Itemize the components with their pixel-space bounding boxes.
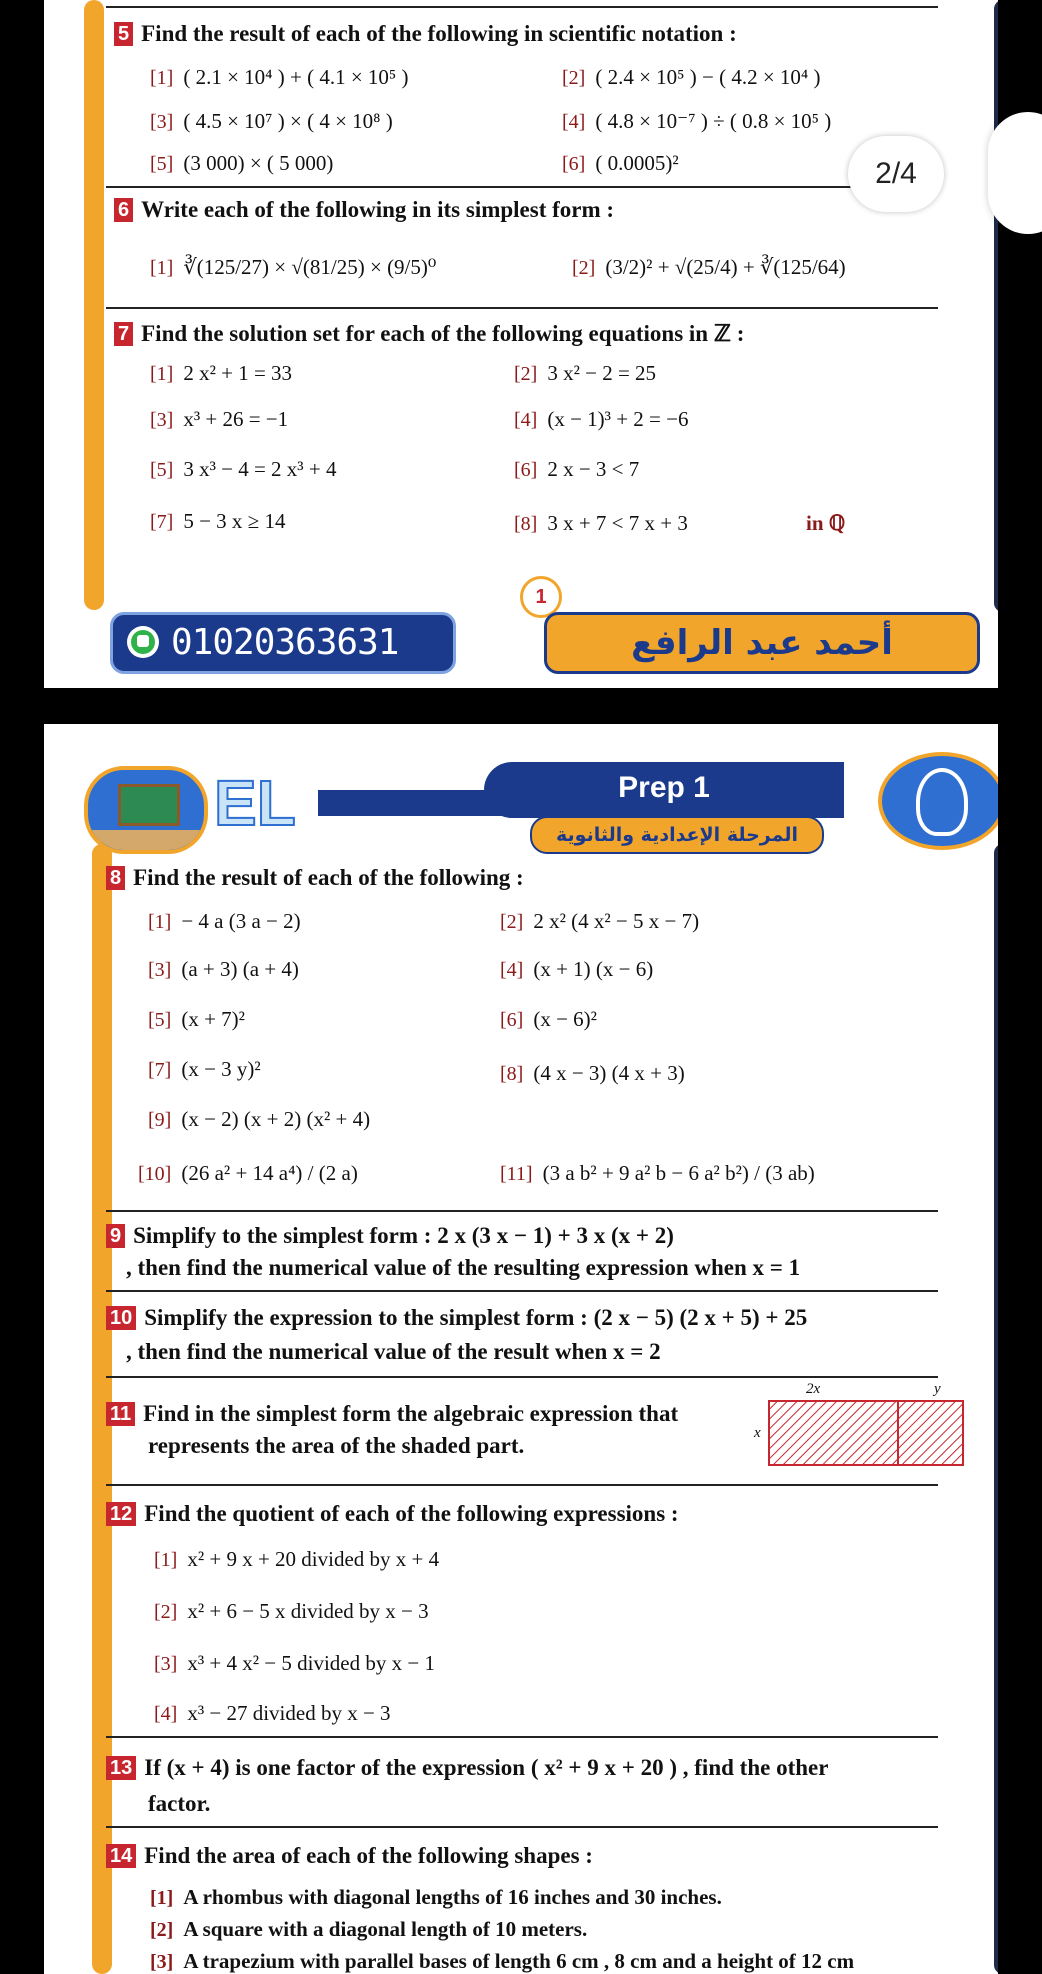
q5-item-1: [1] ( 2.1 × 10⁴ ) + ( 4.1 × 10⁵ ) bbox=[150, 65, 409, 89]
divider bbox=[106, 1290, 938, 1292]
q12-item-3: [3] x³ + 4 x² − 5 divided by x − 1 bbox=[154, 1651, 435, 1675]
phone-number: 01020363631 bbox=[171, 622, 399, 663]
q8-item-4: [4] (x + 1) (x − 6) bbox=[500, 957, 654, 981]
q8-item-5: [5] (x + 7)² bbox=[148, 1007, 245, 1031]
teacher-name-banner bbox=[544, 612, 980, 674]
divider bbox=[106, 1826, 938, 1828]
divider bbox=[106, 307, 938, 309]
shaded-rectangle bbox=[768, 1400, 964, 1466]
q5-item-3: [3] ( 4.5 × 10⁷ ) × ( 4 × 10⁸ ) bbox=[150, 109, 393, 133]
q8-item-6: [6] (x − 6)² bbox=[500, 1007, 597, 1031]
q5-item-2: [2] ( 2.4 × 10⁵ ) − ( 4.2 × 10⁴ ) bbox=[562, 65, 821, 89]
right-rail bbox=[994, 844, 998, 1974]
q5-item-6: [6] ( 0.0005)² bbox=[562, 151, 679, 175]
divider bbox=[106, 6, 938, 8]
q8-item-7: [7] (x − 3 y)² bbox=[148, 1057, 261, 1081]
classroom-logo bbox=[84, 766, 208, 854]
q7-domain-note: in ℚ bbox=[806, 511, 846, 535]
question-9: 9 Simplify to the simplest form : 2 x (3 x − 1) + 3 x (x + 2) bbox=[106, 1222, 674, 1250]
teacher-name: أحمد عبد الرافع bbox=[631, 623, 893, 663]
divider bbox=[106, 186, 916, 188]
calligraphy-emblem bbox=[878, 752, 998, 850]
q12-item-1: [1] x² + 9 x + 20 divided by x + 4 bbox=[154, 1547, 440, 1571]
q7-item-1: [1] 2 x² + 1 = 33 bbox=[150, 361, 293, 385]
question-10: 10 Simplify the expression to the simplest form : (2 x − 5) (2 x + 5) + 25 bbox=[106, 1304, 807, 1332]
page-number: 1 bbox=[520, 576, 562, 618]
q7-item-6: [6] 2 x − 3 < 7 bbox=[514, 457, 640, 481]
left-rail bbox=[84, 0, 104, 610]
level-banner bbox=[484, 762, 844, 818]
question-5-title: 5 Find the result of each of the following in scientific notation : bbox=[114, 20, 737, 48]
question-7-title: 7 Find the solution set for each of the following equations in ℤ : bbox=[114, 320, 744, 348]
q7-item-5: [5] 3 x³ − 4 = 2 x³ + 4 bbox=[150, 457, 337, 481]
level-title: Prep 1 bbox=[618, 771, 710, 804]
question-11: 11 Find in the simplest form the algebraic expression that bbox=[106, 1400, 678, 1428]
q7-item-4: [4] (x − 1)³ + 2 = −6 bbox=[514, 407, 689, 431]
q7-item-8: [8] 3 x + 7 < 7 x + 3 bbox=[514, 511, 688, 535]
whatsapp-icon bbox=[127, 626, 159, 658]
diagram-label-y: y bbox=[934, 1381, 941, 1397]
shaded-area-diagram bbox=[708, 1380, 968, 1480]
q14-item-2: [2] A square with a diagonal length of 10 meters. bbox=[150, 1917, 588, 1941]
worksheet-page-1 bbox=[44, 0, 998, 688]
q14-item-1: [1] A rhombus with diagonal lengths of 16 inches and 30 inches. bbox=[150, 1885, 722, 1909]
q8-item-1: [1] − 4 a (3 a − 2) bbox=[148, 909, 301, 933]
question-12-title: 12 Find the quotient of each of the following expressions : bbox=[106, 1500, 679, 1528]
question-13: 13 If (x + 4) is one factor of the expression ( x² + 9 x + 20 ) , find the other bbox=[106, 1754, 828, 1782]
question-6-title: 6 Write each of the following in its simplest form : bbox=[114, 196, 614, 224]
divider bbox=[106, 1736, 938, 1738]
q8-item-11: [11] (3 a b² + 9 a² b − 6 a² b²) / (3 ab) bbox=[500, 1161, 815, 1185]
q8-item-2: [2] 2 x² (4 x² − 5 x − 7) bbox=[500, 909, 700, 933]
chalkboard-icon bbox=[118, 784, 180, 826]
stage-subtitle: المرحلة الإعدادية والثانوية bbox=[530, 816, 824, 854]
divider bbox=[106, 1484, 938, 1486]
right-rail bbox=[994, 0, 998, 612]
divider bbox=[106, 1376, 938, 1378]
q6-item-1: [1] ∛(125/27) × √(81/25) × (9/5)⁰ bbox=[150, 255, 437, 279]
phone-banner bbox=[110, 612, 456, 674]
question-14-title: 14 Find the area of each of the following shapes : bbox=[106, 1842, 593, 1870]
question-number: 5 bbox=[114, 22, 133, 46]
question-10-line-2: , then find the numerical value of the result when x = 2 bbox=[126, 1339, 661, 1364]
question-9-line-2: , then find the numerical value of the resulting expression when x = 1 bbox=[126, 1255, 801, 1280]
brand-logo-text: EL bbox=[214, 767, 296, 839]
q8-item-10: [10] (26 a² + 14 a⁴) / (2 a) bbox=[138, 1161, 358, 1185]
q7-item-7: [7] 5 − 3 x ≥ 14 bbox=[150, 509, 286, 533]
scroll-side-circle[interactable] bbox=[988, 112, 1042, 234]
q7-item-2: [2] 3 x² − 2 = 25 bbox=[514, 361, 657, 385]
question-8-title: 8 Find the result of each of the following : bbox=[106, 864, 524, 892]
worksheet-page-2 bbox=[44, 724, 998, 1974]
q12-item-4: [4] x³ − 27 divided by x − 3 bbox=[154, 1701, 391, 1725]
divider bbox=[106, 1210, 938, 1212]
question-13-line-2: factor. bbox=[148, 1791, 211, 1816]
question-11-line-2: represents the area of the shaded part. bbox=[148, 1433, 525, 1458]
diagram-label-x: x bbox=[754, 1425, 761, 1441]
q14-item-3: [3] A trapezium with parallel bases of length 6 cm , 8 cm and a height of 12 cm bbox=[150, 1949, 855, 1973]
page-indicator: 2/4 bbox=[848, 136, 944, 212]
q5-item-4: [4] ( 4.8 × 10⁻⁷ ) ÷ ( 0.8 × 10⁵ ) bbox=[562, 109, 832, 133]
q5-item-5: [5] (3 000) × ( 5 000) bbox=[150, 151, 334, 175]
q8-item-9: [9] (x − 2) (x + 2) (x² + 4) bbox=[148, 1107, 371, 1131]
q7-item-3: [3] x³ + 26 = −1 bbox=[150, 407, 289, 431]
emblem-mark-icon bbox=[916, 768, 968, 836]
q8-item-3: [3] (a + 3) (a + 4) bbox=[148, 957, 299, 981]
q6-item-2: [2] (3/2)² + √(25/4) + ∛(125/64) bbox=[572, 255, 846, 279]
diagram-label-2x: 2x bbox=[806, 1381, 821, 1397]
q8-item-8: [8] (4 x − 3) (4 x + 3) bbox=[500, 1061, 685, 1085]
q12-item-2: [2] x² + 6 − 5 x divided by x − 3 bbox=[154, 1599, 429, 1623]
